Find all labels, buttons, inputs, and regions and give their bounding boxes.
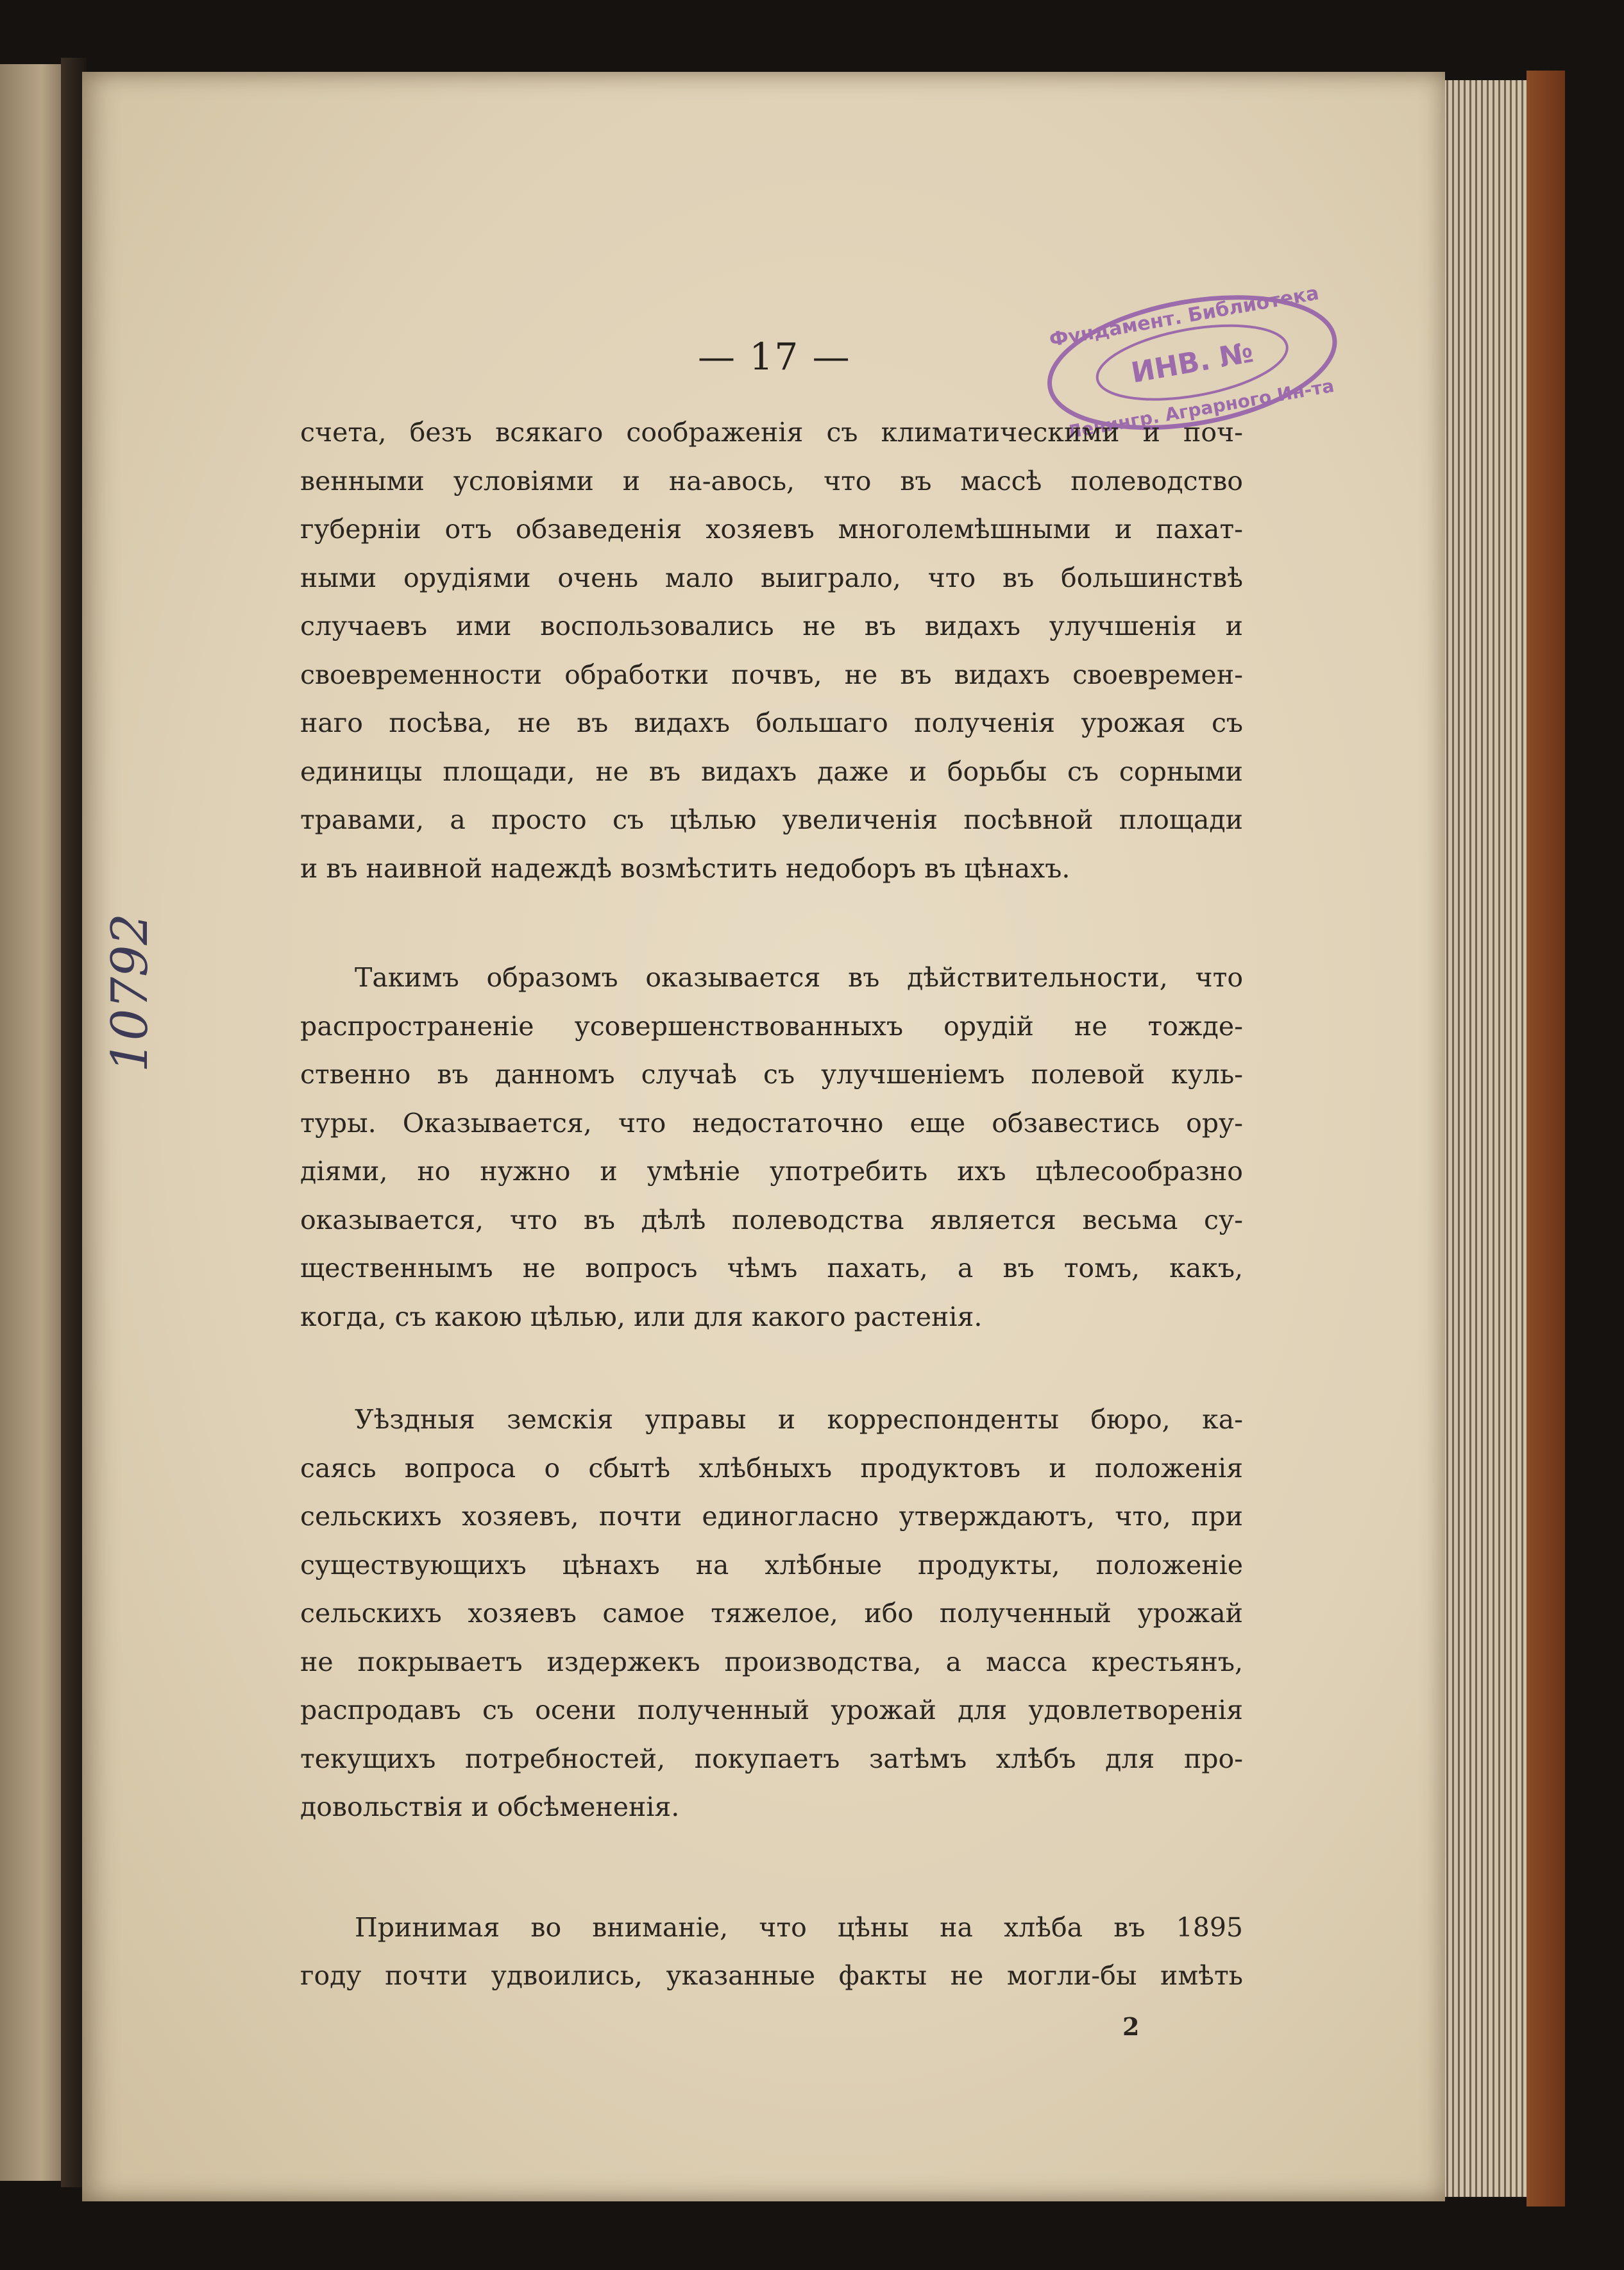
text-line: распространеніе усовершенствованныхъ орудій не тожде-	[300, 1010, 1243, 1042]
text-line: случаевъ ими воспользовались не въ видахъ улучшенія и	[300, 611, 1243, 641]
handwritten-margin-note	[95, 913, 198, 1291]
text-line: своевременности обработки почвъ, не въ видахъ своевремен-	[300, 659, 1243, 690]
text-line: единицы площади, не въ видахъ даже и борьбы съ сорными	[300, 756, 1243, 787]
text-line: ными орудіями очень мало выиграло, что въ большинствѣ	[300, 562, 1243, 593]
text-line: губерніи отъ обзаведенія хозяевъ многолемѣшными и пахат-	[300, 514, 1243, 545]
book-cover-board	[1527, 71, 1565, 2206]
paragraph-2	[300, 954, 1243, 1341]
text-line: распродавъ съ осени полученный урожай для удовлетворенія	[300, 1695, 1243, 1725]
text-line: сельскихъ хозяевъ, почти единогласно утверждаютъ, что, при	[300, 1501, 1243, 1532]
book-page	[82, 72, 1445, 2201]
paragraph-4	[300, 1904, 1243, 2001]
text-line: оказывается, что въ дѣлѣ полеводства является весьма су-	[300, 1204, 1243, 1235]
text-line: діями, но нужно и умѣніе употребить ихъ цѣлесообразно	[300, 1156, 1243, 1187]
text-line: не покрываетъ издержекъ производства, а масса крестьянъ,	[300, 1646, 1243, 1677]
text-line: Принимая во вниманіе, что цѣны на хлѣба въ 1895	[355, 1911, 1243, 1943]
text-line: Такимъ образомъ оказывается въ дѣйствительности, что	[355, 962, 1243, 993]
text-line: довольствія и обсѣмененія.	[300, 1791, 680, 1822]
page-body-text	[300, 409, 1243, 2001]
paragraph-1	[300, 409, 1243, 893]
text-line: щественнымъ не вопросъ чѣмъ пахать, а въ томъ, какъ,	[300, 1253, 1243, 1283]
text-line: наго посѣва, не въ видахъ большаго полученія урожая съ	[300, 707, 1243, 738]
text-line: венными условіями и на-авось, что въ массѣ полеводство	[300, 465, 1243, 496]
paragraph-3	[300, 1396, 1243, 1832]
page-number: — 17 —	[698, 335, 851, 378]
text-line: существующихъ цѣнахъ на хлѣбные продукты, положеніе	[300, 1549, 1243, 1580]
text-line: счета, безъ всякаго соображенія съ климатическими и поч-	[300, 417, 1243, 448]
text-line: и въ наивной надеждѣ возмѣстить недоборъ въ цѣнахъ.	[300, 852, 1070, 884]
sheet-signature-number: 2	[1122, 2012, 1140, 2041]
text-line: травами, а просто съ цѣлью увеличенія посѣвной площади	[300, 804, 1243, 835]
text-line: текущихъ потребностей, покупаетъ затѣмъ хлѣбъ для про-	[300, 1743, 1243, 1774]
text-line: когда, съ какою цѣлью, или для какого растенія.	[300, 1301, 983, 1332]
text-line: году почти удвоились, указанные факты не могли-бы имѣть	[300, 1960, 1243, 1991]
text-line: Уѣздныя земскія управы и корреспонденты бюро, ка-	[355, 1404, 1243, 1435]
text-line: ственно въ данномъ случаѣ съ улучшеніемъ полевой куль-	[300, 1059, 1243, 1090]
text-line: саясь вопроса о сбытѣ хлѣбныхъ продуктовъ и положенія	[300, 1452, 1243, 1484]
text-line: туры. Оказывается, что недостаточно еще обзавестись ору-	[300, 1107, 1243, 1139]
stamp-center-text: ИНВ. №	[1128, 335, 1256, 390]
margin-note-text: 10792	[101, 913, 159, 1072]
text-line: сельскихъ хозяевъ самое тяжелое, ибо полученный урожай	[300, 1598, 1243, 1629]
stamp-top-text: Фундамент. Библиотека	[1047, 282, 1321, 352]
stamp-bottom-text: Ленингр. Аграрного Ин-та	[1065, 375, 1336, 443]
